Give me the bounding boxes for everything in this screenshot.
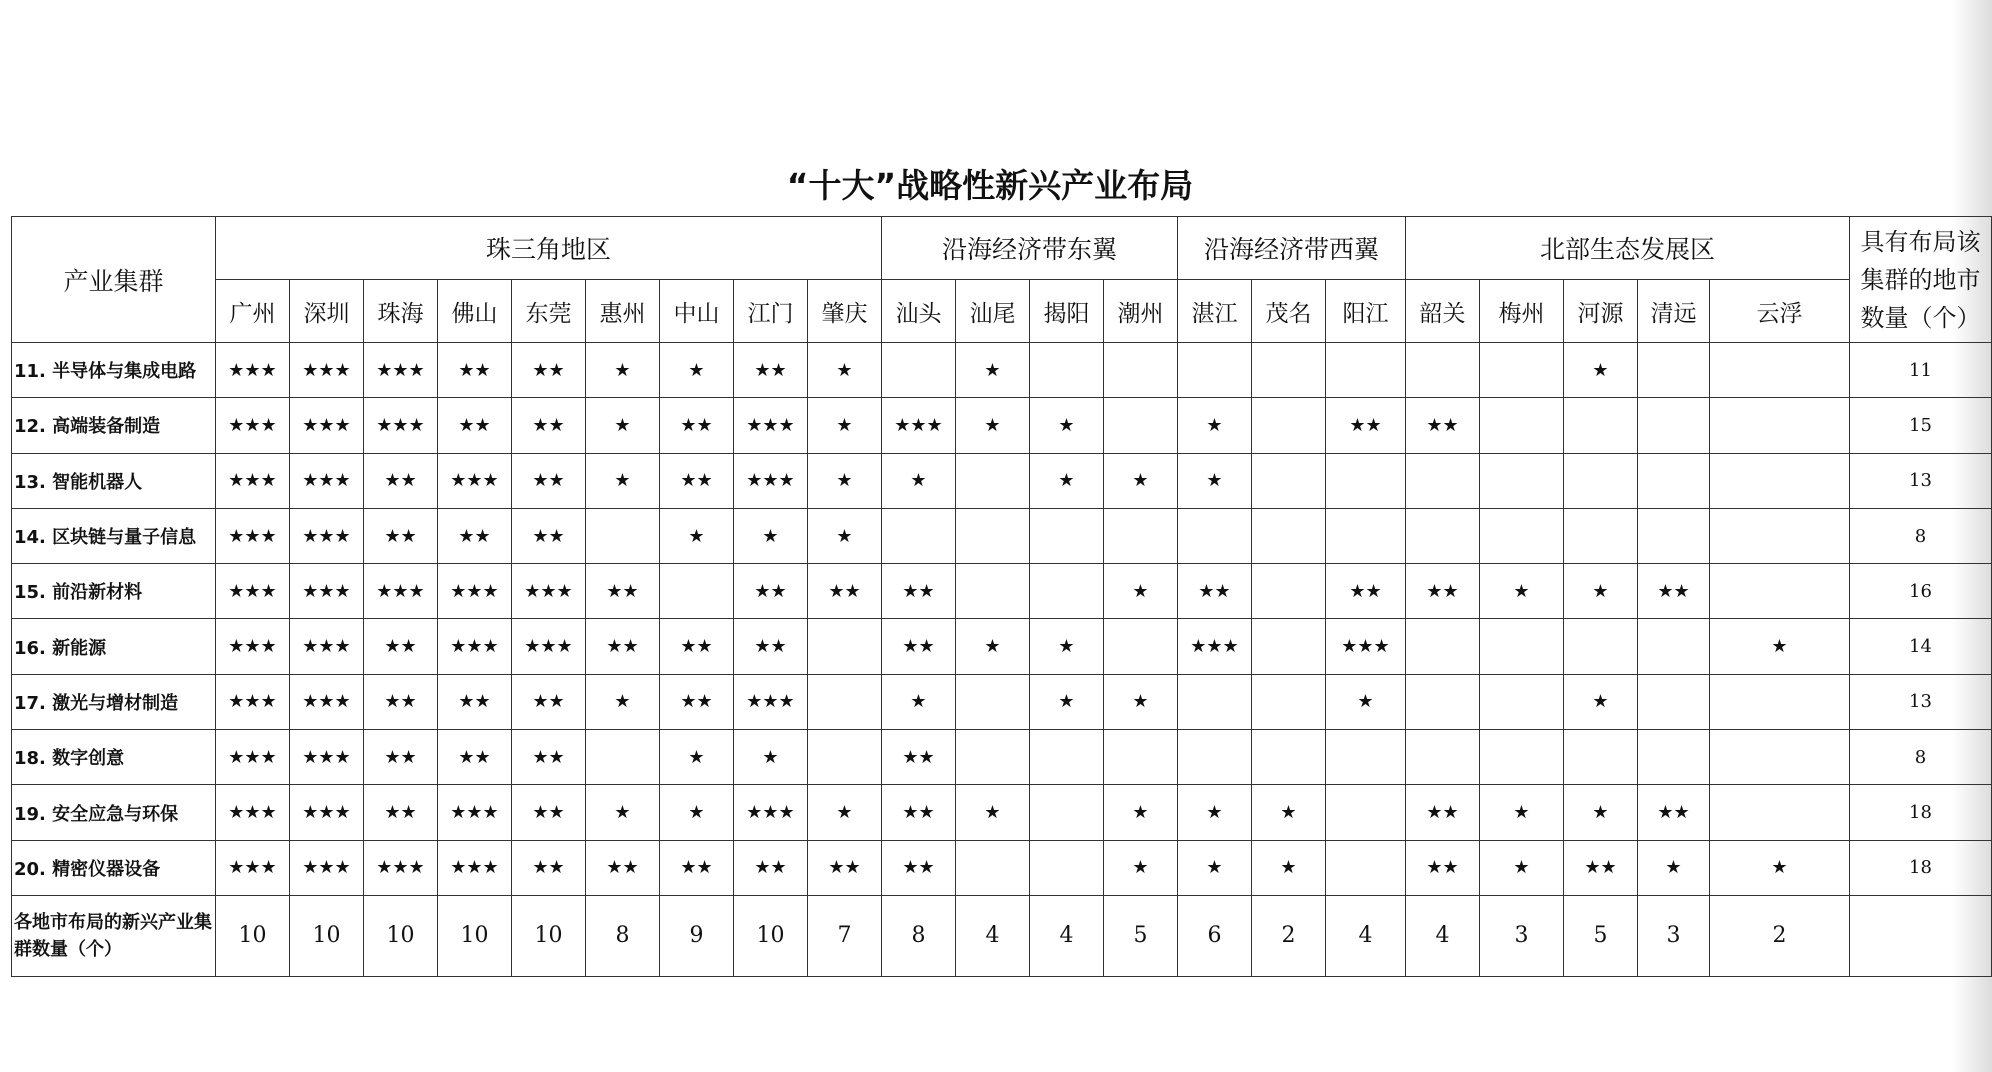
rating-cell: ★★★ — [364, 398, 438, 453]
region-header: 沿海经济带东翼 — [882, 217, 1178, 280]
city-header: 肇庆 — [808, 280, 882, 343]
rating-cell: ★★ — [364, 730, 438, 785]
rating-cell — [1638, 343, 1710, 398]
rating-cell — [882, 508, 956, 563]
rating-cell: ★★★ — [216, 785, 290, 840]
rating-cell: ★★ — [512, 508, 586, 563]
rating-cell — [1326, 840, 1406, 895]
rating-cell: ★★ — [734, 564, 808, 619]
rating-cell: ★ — [882, 453, 956, 508]
rating-cell — [1252, 453, 1326, 508]
rating-cell — [1030, 730, 1104, 785]
rating-cell: ★ — [660, 730, 734, 785]
rating-cell: ★ — [586, 343, 660, 398]
summary-value: 10 — [364, 895, 438, 976]
rating-cell: ★ — [808, 785, 882, 840]
rating-cell: ★★★ — [734, 785, 808, 840]
city-count-cell: 18 — [1850, 785, 1992, 840]
rating-cell — [808, 674, 882, 729]
city-header: 茂名 — [1252, 280, 1326, 343]
rating-cell — [1406, 453, 1480, 508]
rating-cell: ★★★ — [438, 840, 512, 895]
rating-cell: ★ — [1710, 619, 1850, 674]
rating-cell: ★★ — [660, 840, 734, 895]
rating-cell: ★★ — [512, 674, 586, 729]
rating-cell: ★★ — [1406, 840, 1480, 895]
rating-cell: ★★ — [512, 840, 586, 895]
rating-cell — [1104, 508, 1178, 563]
rating-cell: ★ — [734, 730, 808, 785]
rating-cell — [1564, 730, 1638, 785]
rating-cell — [956, 564, 1030, 619]
rating-cell: ★★★ — [290, 785, 364, 840]
rating-cell: ★★ — [1178, 564, 1252, 619]
industry-layout-table — [11, 216, 1992, 977]
rating-cell — [1480, 508, 1564, 563]
table-row — [12, 564, 1992, 619]
rating-cell: ★ — [1480, 785, 1564, 840]
rating-cell: ★★ — [1638, 564, 1710, 619]
rating-cell — [1480, 398, 1564, 453]
city-header: 江门 — [734, 280, 808, 343]
rating-cell: ★ — [1178, 840, 1252, 895]
rating-cell: ★★ — [438, 343, 512, 398]
rating-cell: ★ — [808, 398, 882, 453]
rating-cell — [1326, 453, 1406, 508]
rating-cell: ★ — [1564, 785, 1638, 840]
rating-cell: ★★ — [1326, 398, 1406, 453]
rating-cell — [1030, 564, 1104, 619]
rating-cell: ★★ — [1406, 785, 1480, 840]
row-label: 20. 精密仪器设备 — [12, 840, 216, 895]
rating-cell — [956, 730, 1030, 785]
rating-cell: ★★ — [660, 674, 734, 729]
row-label: 17. 激光与增材制造 — [12, 674, 216, 729]
city-count-cell: 14 — [1850, 619, 1992, 674]
rating-cell: ★ — [1480, 564, 1564, 619]
table-row — [12, 840, 1992, 895]
rating-cell: ★★ — [1406, 564, 1480, 619]
rating-cell: ★★ — [734, 840, 808, 895]
rating-cell — [1030, 840, 1104, 895]
rating-cell — [808, 730, 882, 785]
rating-cell: ★ — [956, 785, 1030, 840]
summary-value: 2 — [1710, 895, 1850, 976]
rating-cell: ★★★ — [882, 398, 956, 453]
page-title: “十大”战略性新兴产业布局 — [786, 166, 1194, 205]
rating-cell — [1710, 785, 1850, 840]
rating-cell: ★ — [808, 453, 882, 508]
rating-cell — [1710, 564, 1850, 619]
rating-cell: ★ — [882, 674, 956, 729]
rating-cell: ★★ — [438, 730, 512, 785]
rating-cell: ★ — [586, 398, 660, 453]
rating-cell: ★★★ — [290, 453, 364, 508]
rating-cell — [1252, 564, 1326, 619]
rating-cell: ★★★ — [216, 343, 290, 398]
rating-cell: ★ — [1104, 840, 1178, 895]
rating-cell: ★★ — [882, 840, 956, 895]
rating-cell: ★★★ — [364, 840, 438, 895]
rating-cell — [1326, 343, 1406, 398]
rating-cell — [1710, 730, 1850, 785]
rating-cell: ★★★ — [290, 674, 364, 729]
rating-cell — [586, 508, 660, 563]
rating-cell: ★ — [1638, 840, 1710, 895]
rating-cell — [1252, 343, 1326, 398]
rating-cell: ★★ — [734, 619, 808, 674]
rating-cell — [1178, 730, 1252, 785]
city-header: 东莞 — [512, 280, 586, 343]
rating-cell — [1564, 508, 1638, 563]
rating-cell — [1638, 619, 1710, 674]
rating-cell: ★★ — [364, 674, 438, 729]
city-header: 揭阳 — [1030, 280, 1104, 343]
city-header: 潮州 — [1104, 280, 1178, 343]
summary-value: 10 — [290, 895, 364, 976]
rating-cell: ★★★ — [734, 453, 808, 508]
rating-cell: ★★ — [512, 343, 586, 398]
rating-cell: ★★★ — [438, 619, 512, 674]
summary-value: 10 — [216, 895, 290, 976]
rating-cell: ★ — [1252, 785, 1326, 840]
rating-cell: ★ — [1564, 674, 1638, 729]
summary-value: 10 — [438, 895, 512, 976]
rating-cell: ★ — [956, 398, 1030, 453]
rating-cell — [1252, 619, 1326, 674]
rating-cell: ★★★ — [438, 453, 512, 508]
rating-cell — [660, 564, 734, 619]
rating-cell — [956, 840, 1030, 895]
rating-cell — [1480, 619, 1564, 674]
rating-cell: ★ — [808, 508, 882, 563]
summary-value: 9 — [660, 895, 734, 976]
rating-cell: ★★★ — [216, 564, 290, 619]
row-label: 19. 安全应急与环保 — [12, 785, 216, 840]
table-row — [12, 343, 1992, 398]
rating-cell: ★ — [586, 674, 660, 729]
rating-cell — [1638, 730, 1710, 785]
rating-cell — [1252, 398, 1326, 453]
rating-cell — [1252, 508, 1326, 563]
rating-cell: ★ — [1178, 785, 1252, 840]
table-row — [12, 398, 1992, 453]
city-header: 河源 — [1564, 280, 1638, 343]
rating-cell: ★★★ — [290, 398, 364, 453]
table-row — [12, 674, 1992, 729]
rating-cell — [808, 619, 882, 674]
rating-cell — [1564, 398, 1638, 453]
rating-cell: ★★ — [364, 453, 438, 508]
rating-cell — [1030, 785, 1104, 840]
summary-label: 各地市布局的新兴产业集群数量（个） — [12, 895, 216, 976]
header-count: 具有布局该集群的地市数量（个） — [1850, 217, 1992, 343]
rating-cell — [1104, 343, 1178, 398]
rating-cell — [1480, 343, 1564, 398]
rating-cell: ★ — [1326, 674, 1406, 729]
rating-cell: ★★★ — [290, 840, 364, 895]
rating-cell — [882, 343, 956, 398]
city-header: 汕头 — [882, 280, 956, 343]
rating-cell: ★★ — [512, 730, 586, 785]
rating-cell: ★ — [1104, 785, 1178, 840]
rating-cell — [1252, 674, 1326, 729]
rating-cell: ★★★ — [1178, 619, 1252, 674]
rating-cell: ★★★ — [216, 453, 290, 508]
rating-cell — [1104, 619, 1178, 674]
rating-cell: ★ — [1104, 453, 1178, 508]
rating-cell — [1480, 730, 1564, 785]
rating-cell: ★★ — [734, 343, 808, 398]
rating-cell: ★★ — [1638, 785, 1710, 840]
rating-cell: ★ — [1178, 398, 1252, 453]
rating-cell: ★★★ — [290, 619, 364, 674]
rating-cell: ★★★ — [290, 730, 364, 785]
rating-cell: ★ — [1710, 840, 1850, 895]
city-header: 阳江 — [1326, 280, 1406, 343]
summary-value: 4 — [1030, 895, 1104, 976]
rating-cell: ★★ — [512, 453, 586, 508]
rating-cell: ★★ — [1406, 398, 1480, 453]
city-count-cell: 11 — [1850, 343, 1992, 398]
rating-cell: ★★★ — [512, 619, 586, 674]
city-header: 深圳 — [290, 280, 364, 343]
city-count-cell: 13 — [1850, 674, 1992, 729]
summary-value: 8 — [586, 895, 660, 976]
rating-cell — [1638, 453, 1710, 508]
summary-value: 3 — [1638, 895, 1710, 976]
rating-cell — [1480, 674, 1564, 729]
rating-cell: ★★★ — [216, 398, 290, 453]
city-count-cell: 15 — [1850, 398, 1992, 453]
rating-cell: ★ — [1104, 674, 1178, 729]
rating-cell — [1406, 619, 1480, 674]
summary-value: 8 — [882, 895, 956, 976]
rating-cell: ★ — [1030, 674, 1104, 729]
rating-cell — [1638, 674, 1710, 729]
table-row — [12, 508, 1992, 563]
rating-cell: ★★ — [882, 785, 956, 840]
rating-cell — [1406, 508, 1480, 563]
city-header: 中山 — [660, 280, 734, 343]
row-label: 13. 智能机器人 — [12, 453, 216, 508]
rating-cell: ★★★ — [512, 564, 586, 619]
rating-cell: ★ — [1104, 564, 1178, 619]
summary-value: 3 — [1480, 895, 1564, 976]
rating-cell: ★★★ — [216, 674, 290, 729]
summary-value: 6 — [1178, 895, 1252, 976]
table-row — [12, 730, 1992, 785]
summary-value: 7 — [808, 895, 882, 976]
rating-cell — [1564, 453, 1638, 508]
rating-cell — [1030, 343, 1104, 398]
rating-cell: ★★ — [882, 619, 956, 674]
summary-value: 4 — [1326, 895, 1406, 976]
rating-cell: ★ — [1030, 453, 1104, 508]
rating-cell: ★★ — [808, 564, 882, 619]
table-row — [12, 619, 1992, 674]
rating-cell — [1406, 730, 1480, 785]
summary-value: 4 — [956, 895, 1030, 976]
rating-cell — [1710, 343, 1850, 398]
rating-cell: ★★ — [882, 564, 956, 619]
rating-cell: ★★ — [512, 398, 586, 453]
header-cluster: 产业集群 — [12, 217, 216, 343]
rating-cell — [1710, 674, 1850, 729]
rating-cell — [956, 453, 1030, 508]
rating-cell: ★★ — [660, 619, 734, 674]
rating-cell: ★ — [1564, 564, 1638, 619]
rating-cell — [1710, 453, 1850, 508]
city-header: 清远 — [1638, 280, 1710, 343]
summary-value: 4 — [1406, 895, 1480, 976]
rating-cell: ★★★ — [364, 564, 438, 619]
city-count-cell: 13 — [1850, 453, 1992, 508]
rating-cell: ★★ — [586, 564, 660, 619]
rating-cell — [1326, 508, 1406, 563]
rating-cell — [1104, 730, 1178, 785]
rating-cell — [1030, 508, 1104, 563]
rating-cell — [1252, 730, 1326, 785]
summary-value: 5 — [1564, 895, 1638, 976]
rating-cell — [1638, 508, 1710, 563]
rating-cell: ★★★ — [216, 619, 290, 674]
rating-cell — [1178, 343, 1252, 398]
row-label: 12. 高端装备制造 — [12, 398, 216, 453]
rating-cell: ★★ — [1564, 840, 1638, 895]
rating-cell — [1406, 343, 1480, 398]
region-header: 北部生态发展区 — [1406, 217, 1850, 280]
rating-cell: ★ — [660, 785, 734, 840]
rating-cell: ★★ — [660, 453, 734, 508]
rating-cell — [1326, 785, 1406, 840]
rating-cell — [1178, 508, 1252, 563]
rating-cell: ★★★ — [216, 508, 290, 563]
rating-cell: ★★ — [364, 785, 438, 840]
summary-value: 5 — [1104, 895, 1178, 976]
rating-cell — [1480, 453, 1564, 508]
rating-cell — [1104, 398, 1178, 453]
rating-cell: ★★★ — [290, 508, 364, 563]
rating-cell: ★★★ — [364, 343, 438, 398]
rating-cell: ★ — [1252, 840, 1326, 895]
rating-cell: ★★★ — [438, 564, 512, 619]
summary-value: 10 — [512, 895, 586, 976]
rating-cell — [1638, 398, 1710, 453]
rating-cell: ★ — [1178, 453, 1252, 508]
rating-cell — [1178, 674, 1252, 729]
city-header: 梅州 — [1480, 280, 1564, 343]
rating-cell: ★★ — [808, 840, 882, 895]
city-count-cell: 8 — [1850, 730, 1992, 785]
rating-cell: ★★ — [1326, 564, 1406, 619]
rating-cell: ★★★ — [438, 785, 512, 840]
rating-cell: ★★ — [438, 398, 512, 453]
city-header: 佛山 — [438, 280, 512, 343]
rating-cell: ★ — [808, 343, 882, 398]
rating-cell: ★ — [660, 508, 734, 563]
summary-value: 2 — [1252, 895, 1326, 976]
region-header: 珠三角地区 — [216, 217, 882, 280]
rating-cell: ★★★ — [216, 730, 290, 785]
row-label: 11. 半导体与集成电路 — [12, 343, 216, 398]
rating-cell: ★ — [586, 785, 660, 840]
row-label: 14. 区块链与量子信息 — [12, 508, 216, 563]
city-count-cell: 18 — [1850, 840, 1992, 895]
rating-cell: ★ — [734, 508, 808, 563]
rating-cell: ★★★ — [290, 343, 364, 398]
table-row — [12, 453, 1992, 508]
rating-cell — [1710, 508, 1850, 563]
rating-cell: ★ — [1030, 619, 1104, 674]
rating-cell: ★★ — [364, 508, 438, 563]
summary-row — [12, 895, 1992, 976]
table-row — [12, 785, 1992, 840]
rating-cell: ★ — [956, 343, 1030, 398]
rating-cell: ★★★ — [734, 674, 808, 729]
rating-cell — [1710, 398, 1850, 453]
rating-cell: ★★ — [438, 508, 512, 563]
rating-cell: ★ — [1030, 398, 1104, 453]
rating-cell — [1564, 619, 1638, 674]
city-header: 云浮 — [1710, 280, 1850, 343]
city-header: 韶关 — [1406, 280, 1480, 343]
rating-cell — [1326, 730, 1406, 785]
city-count-cell: 16 — [1850, 564, 1992, 619]
rating-cell: ★★★ — [290, 564, 364, 619]
rating-cell — [1406, 674, 1480, 729]
rating-cell — [586, 730, 660, 785]
rating-cell: ★ — [660, 343, 734, 398]
rating-cell — [956, 508, 1030, 563]
row-label: 16. 新能源 — [12, 619, 216, 674]
rating-cell: ★ — [1564, 343, 1638, 398]
rating-cell: ★ — [1480, 840, 1564, 895]
rating-cell: ★★★ — [1326, 619, 1406, 674]
rating-cell: ★★ — [882, 730, 956, 785]
rating-cell: ★★ — [586, 619, 660, 674]
city-count-cell: 8 — [1850, 508, 1992, 563]
summary-value: 10 — [734, 895, 808, 976]
rating-cell: ★★ — [438, 674, 512, 729]
city-header: 汕尾 — [956, 280, 1030, 343]
row-label: 15. 前沿新材料 — [12, 564, 216, 619]
rating-cell: ★★ — [364, 619, 438, 674]
rating-cell: ★★ — [586, 840, 660, 895]
city-header: 珠海 — [364, 280, 438, 343]
rating-cell: ★★ — [512, 785, 586, 840]
rating-cell: ★★★ — [734, 398, 808, 453]
rating-cell — [956, 674, 1030, 729]
city-header: 湛江 — [1178, 280, 1252, 343]
region-header: 沿海经济带西翼 — [1178, 217, 1406, 280]
summary-empty-cell — [1850, 895, 1992, 976]
city-header: 广州 — [216, 280, 290, 343]
city-header: 惠州 — [586, 280, 660, 343]
rating-cell: ★ — [586, 453, 660, 508]
rating-cell: ★ — [956, 619, 1030, 674]
row-label: 18. 数字创意 — [12, 730, 216, 785]
rating-cell: ★★ — [660, 398, 734, 453]
rating-cell: ★★★ — [216, 840, 290, 895]
